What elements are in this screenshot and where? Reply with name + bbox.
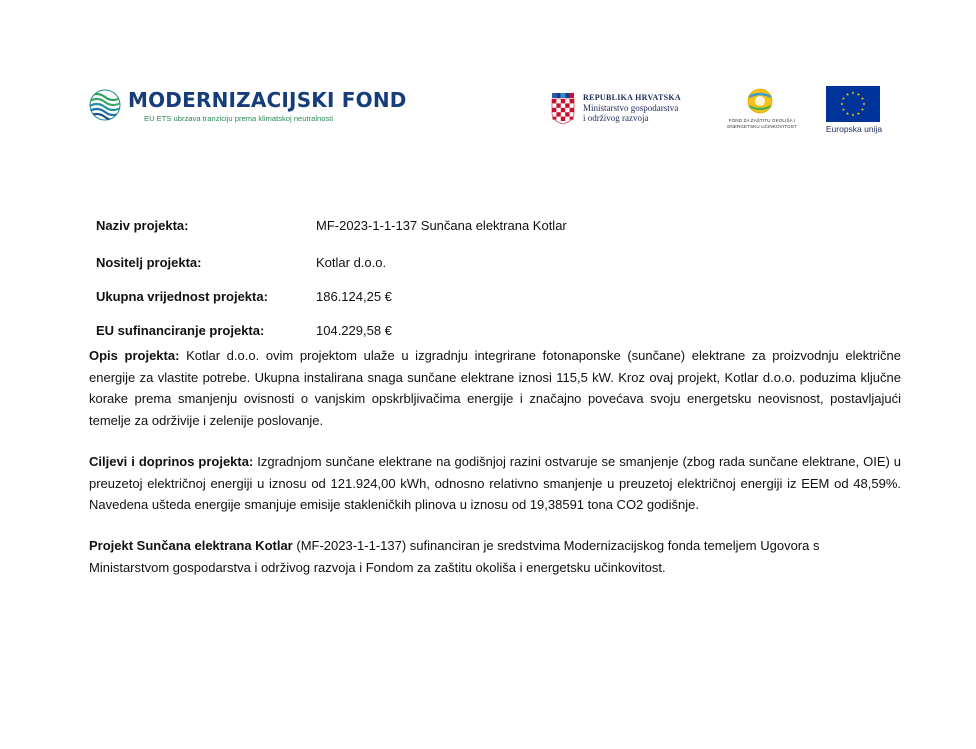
eu-cofinancing-value: 104.229,58 € xyxy=(316,323,392,338)
fund-logo-title: MODERNIZACIJSKI FOND xyxy=(128,88,407,112)
funding-label: Projekt Sunčana elektrana Kotlar xyxy=(89,538,293,553)
fzoeu-logo-line1: FOND ZA ZAŠTITU OKOLIŠA I xyxy=(728,118,796,123)
ministry-logo-line2: Ministarstvo gospodarstva xyxy=(583,103,679,113)
ministry-logo-line1: REPUBLIKA HRVATSKA xyxy=(583,93,681,102)
total-value-label: Ukupna vrijednost projekta: xyxy=(96,289,268,304)
fzoeu-logo-line2: ENERGETSKU UČINKOVITOST xyxy=(727,123,797,129)
green-blue-wave-globe-icon xyxy=(88,88,122,122)
modernizacijski-fond-logo xyxy=(88,86,438,128)
eu-logo xyxy=(821,86,885,136)
description-label: Opis projekta: xyxy=(89,348,180,363)
project-description xyxy=(89,345,901,432)
goals-label: Ciljevi i doprinos projekta: xyxy=(89,454,254,469)
eu-logo-label: Europska unija xyxy=(825,124,883,134)
project-funding xyxy=(89,535,901,578)
project-name-label: Naziv projekta: xyxy=(96,218,189,233)
fzoeu-logo xyxy=(722,86,802,134)
ministry-logo-line3: i održivog razvoja xyxy=(583,113,649,123)
description-text: Kotlar d.o.o. ovim projektom ulaže u izgradnju integrirane fotonaponske (sunčane) elektrane za proizvodnju električne energije za vlastite potrebe. Ukupna instalirana snaga sunčane elektrane iznosi 115,5 kW. Kroz ovaj projekt, Kotlar d.o.o. poduzima ključne korake prema smanjenju ovisnosti o vanjskim opskrbljivačima energije i značajno povećava svoju energetsku neovisnost, postavljajući temelje za održivije i zelenije poslovanje. xyxy=(89,348,901,429)
project-holder-value: Kotlar d.o.o. xyxy=(316,255,387,270)
project-holder-label: Nositelj projekta: xyxy=(96,255,202,270)
eu-cofinancing-label: EU sufinanciranje projekta: xyxy=(96,323,265,338)
project-name-value: MF-2023-1-1-137 Sunčana elektrana Kotlar xyxy=(316,218,567,233)
ministry-logo xyxy=(551,91,711,127)
project-goals xyxy=(89,451,901,516)
sun-globe-icon xyxy=(744,86,776,116)
fund-logo-subtitle: EU ETS ubrzava tranziciju prema klimatskoj neutralnosti xyxy=(144,114,334,123)
ministry-logo-text xyxy=(583,93,681,123)
fzoeu-logo-text xyxy=(722,118,802,129)
total-value-value: 186.124,25 € xyxy=(316,289,392,304)
croatian-coat-of-arms-icon xyxy=(551,93,575,125)
funding-text: (MF-2023-1-1-137) sufinanciran je sredstvima Modernizacijskog fonda temeljem Ugovora s Ministarstvom gospodarstva i održivog razvoja i Fondom za zaštitu okoliša i energetsku učinkovitost. xyxy=(89,538,820,575)
goals-text: Izgradnjom sunčane elektrane na godišnjoj razini ostvaruje se smanjenje (zbog rada sunčane elektrane, OIE) u preuzetoj električnoj energiji u iznosu od 121.924,00 kWh, odnosno relativno smanjenje u preuzetoj električnoj energiji iz EEM od 48,59%. Navedena ušteda energije smanjuje emisije stakleničkih plinova u iznosu od 19,38591 tona CO2 godišnje. xyxy=(89,454,902,513)
eu-flag-icon xyxy=(826,86,880,122)
